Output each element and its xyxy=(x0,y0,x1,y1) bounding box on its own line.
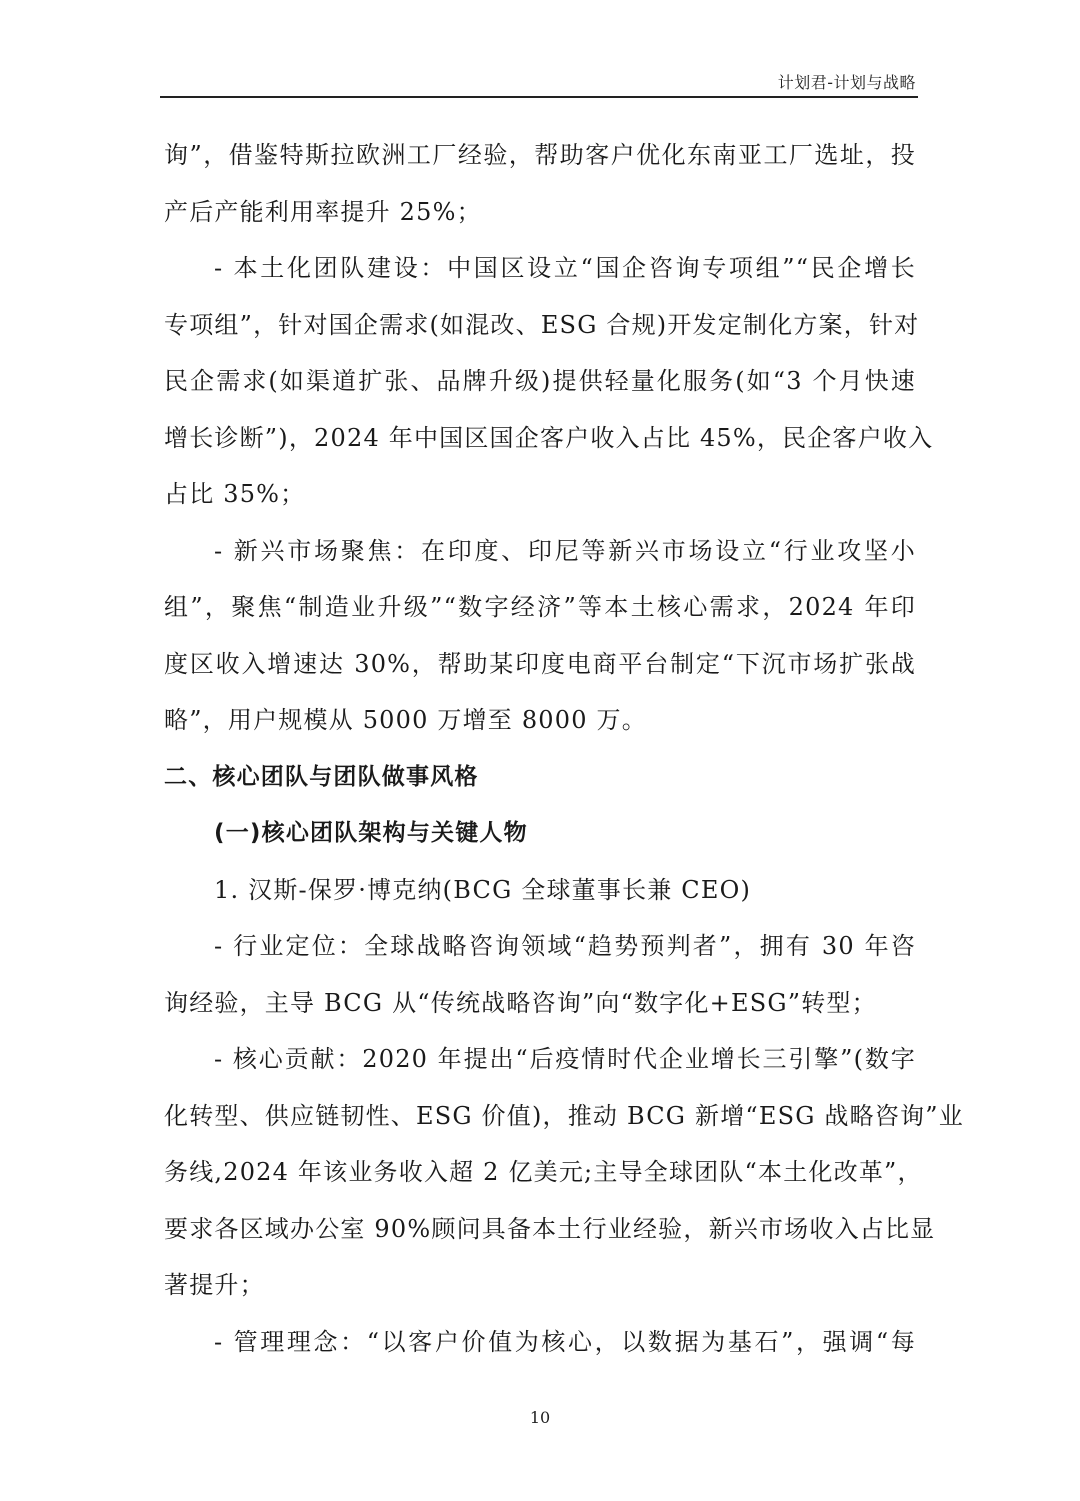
paragraph-line: 略”，用户规模从 5000 万增至 8000 万。 xyxy=(164,706,647,734)
paragraph-line: 专项组”，针对国企需求(如混改、ESG 合规)开发定制化方案，针对 xyxy=(164,310,920,339)
paragraph-line: 著提升； xyxy=(164,1271,265,1299)
paragraph-line: 询”，借鉴特斯拉欧洲工厂经验，帮助客户优化东南亚工厂选址，投 xyxy=(164,141,916,169)
page-header xyxy=(160,70,918,98)
paragraph-line: 产后产能利用率提升 25%； xyxy=(164,197,482,226)
subsection-heading: (一)核心团队架构与关键人物 xyxy=(214,820,528,846)
section-heading: 二、核心团队与团队做事风格 xyxy=(164,763,479,790)
paragraph-line: 度区收入增速达 30%，帮助某印度电商平台制定“下沉市场扩张战 xyxy=(164,649,916,678)
document-body xyxy=(164,127,964,1370)
paragraph-line: 化转型、供应链韧性、ESG 价值)，推动 BCG 新增“ESG 战略咨询”业 xyxy=(164,1101,964,1130)
paragraph-line: 占比 35%； xyxy=(164,480,306,508)
paragraph-line: 增长诊断”)，2024 年中国区国企客户收入占比 45%，民企客户收入 xyxy=(164,423,934,452)
paragraph-line: - 本土化团队建设：中国区设立“国企咨询专项组”“民企增长 xyxy=(214,254,916,282)
header-title: 计划君-计划与战略 xyxy=(777,73,916,92)
paragraph-line: 民企需求(如渠道扩张、品牌升级)提供轻量化服务(如“3 个月快速 xyxy=(164,367,916,395)
paragraph-line: 询经验，主导 BCG 从“传统战略咨询”向“数字化+ESG”转型； xyxy=(164,988,877,1017)
paragraph-line: 组”，聚焦“制造业升级”“数字经济”等本土核心需求，2024 年印 xyxy=(164,593,916,621)
paragraph-line: - 核心贡献：2020 年提出“后疫情时代企业增长三引擎”(数字 xyxy=(214,1045,916,1073)
page-number: 10 xyxy=(529,1408,551,1427)
paragraph-line: 务线,2024 年该业务收入超 2 亿美元;主导全球团队“本土化改革”， xyxy=(164,1158,923,1186)
paragraph-line: 要求各区域办公室 90%顾问具备本土行业经验，新兴市场收入占比显 xyxy=(164,1214,936,1243)
paragraph-line: - 管理理念：“以客户价值为核心，以数据为基石”，强调“每 xyxy=(214,1327,916,1356)
list-item-title: 1. 汉斯-保罗·博克纳(BCG 全球董事长兼 CEO) xyxy=(214,875,752,904)
paragraph-line: - 行业定位：全球战略咨询领域“趋势预判者”，拥有 30 年咨 xyxy=(214,932,916,960)
paragraph-line: - 新兴市场聚焦：在印度、印尼等新兴市场设立“行业攻坚小 xyxy=(214,536,916,565)
